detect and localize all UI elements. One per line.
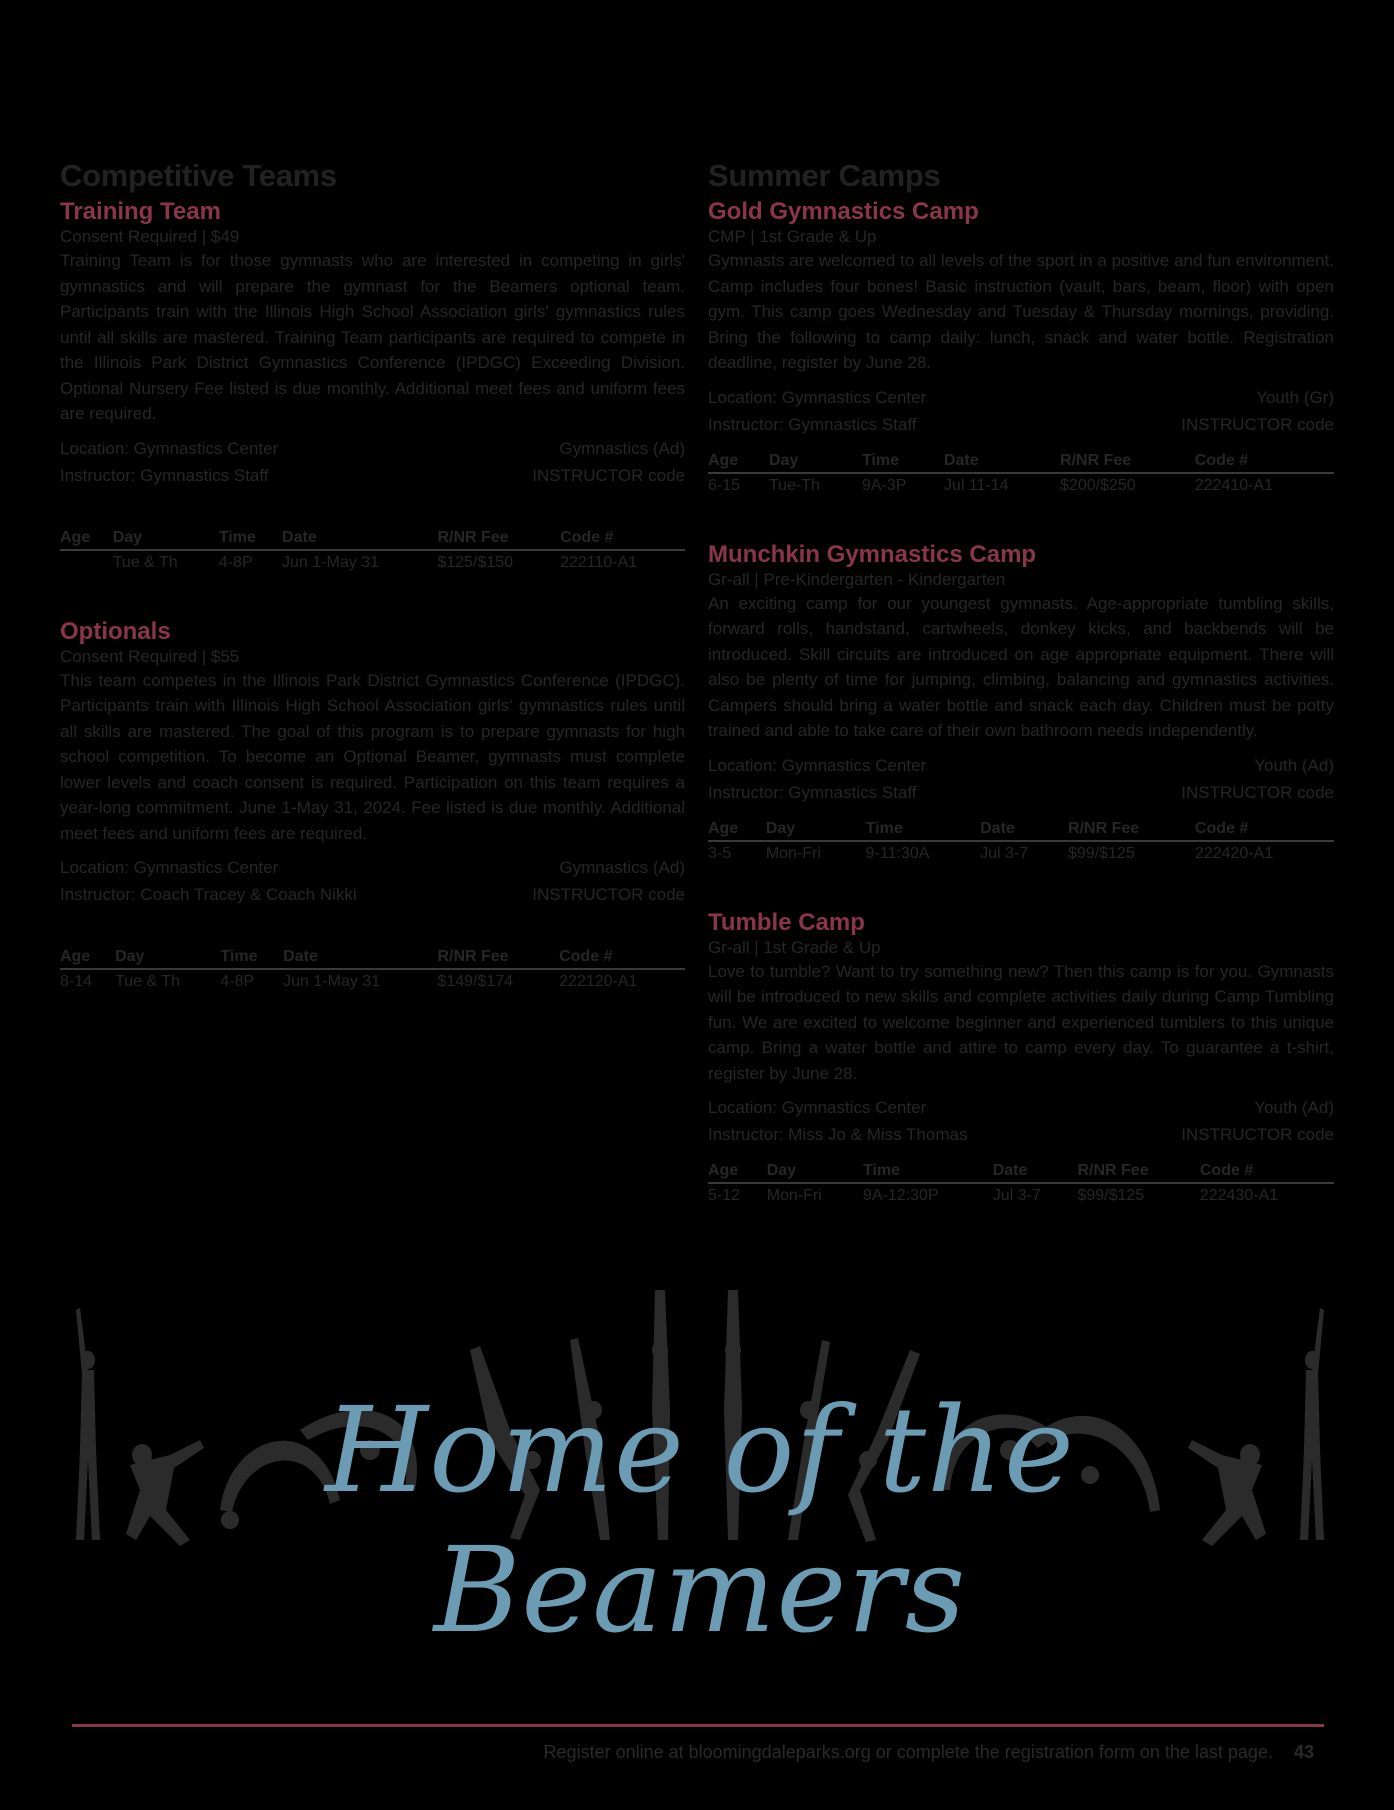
location-block-optionals (60, 854, 685, 908)
col-time: Time (863, 1162, 993, 1183)
instructor-label: Instructor: Coach Tracey & Coach Nikki (60, 885, 357, 904)
location-label: Location: Gymnastics Center (708, 755, 927, 775)
location-age: Gymnastics (Ad) (559, 438, 685, 458)
location-block-tumble (708, 1094, 1334, 1148)
schedule-table-training (60, 529, 685, 572)
cell-fee: $99/$125 (1068, 844, 1135, 862)
cell-code[interactable]: 222110-A1 (560, 553, 638, 571)
location-block-gold (708, 384, 1334, 438)
instructor-label: Instructor: Gymnastics Staff (708, 414, 917, 434)
col-date: Date (980, 820, 1068, 841)
location-label: Location: Gymnastics Center (60, 438, 279, 458)
cell-fee: $99/$125 (1077, 1187, 1145, 1204)
location-label: Location: Gymnastics Center (60, 858, 279, 877)
col-day: Day (767, 1162, 863, 1183)
col-date: Date (993, 1162, 1078, 1183)
col-age: Age (708, 452, 769, 473)
schedule-table-munchkin (708, 820, 1334, 863)
cell-time: 9-11:30A (865, 844, 930, 862)
left-column (60, 158, 685, 991)
location-label: Location: Gymnastics Center (708, 1098, 927, 1117)
location-block-munchkin (708, 752, 1334, 806)
table-row (708, 841, 1334, 863)
cell-age (60, 550, 113, 572)
section-heading-summer: Summer Camps (708, 158, 941, 193)
cell-age: 5-12 (708, 1187, 741, 1204)
program-desc-optionals: This team competes in the Illinois Park District Gymnastics Conference (IPDGC). Participants train with Illinois High School Association girls' gymnastics rules until all skills are mastered. The goal of this program is to prepare gymnasts for high school competition. To become an Optional Beamer, gymnasts must complete lower levels and coach consent is required. Participation on this team requires a year-long commitment. June 1-May 31, 2024. Fee listed is due monthly. Additional meet fees and uniform fees are required. (60, 670, 685, 843)
program-title-optionals: Optionals (60, 617, 171, 645)
col-age: Age (708, 820, 766, 841)
footer-text[interactable]: Register online at bloomingdaleparks.org or complete the registration form on the last page. (543, 1742, 1273, 1762)
program-sub-optionals: Consent Required | $55 (60, 646, 240, 666)
program-sub-tumble: Gr-all | 1st Grade & Up (708, 937, 881, 957)
cell-fee: $149/$174 (437, 973, 514, 990)
program-title-tumble: Tumble Camp (708, 908, 865, 936)
location-age: Youth (Ad) (1254, 755, 1334, 775)
program-sub-gold: CMP | 1st Grade & Up (708, 227, 877, 246)
col-date: Date (283, 948, 437, 969)
cell-fee: $200/$250 (1060, 476, 1136, 494)
col-day: Day (113, 529, 219, 550)
schedule-table-tumble (708, 1162, 1334, 1205)
cell-date: Jul 3-7 (980, 844, 1029, 862)
cell-age: 8-14 (60, 973, 93, 990)
program-desc-tumble: Love to tumble? Want to try something new? Then this camp is for you. Gymnasts will be introduced to new skills and complete activities daily during Camp Tumbling fun. We are excited to welcome beginner and experienced tumblers to this unique camp. Bring a water bottle and attire to camp every day. To guarantee a t-shirt, register by June 28. (708, 961, 1334, 1083)
footer-divider (72, 1724, 1324, 1727)
col-day: Day (115, 948, 220, 969)
cell-day: Tue-Th (768, 476, 820, 494)
table-row (708, 473, 1334, 495)
cell-code[interactable]: 222120-A1 (559, 973, 638, 990)
instructor-label: Instructor: Gymnastics Staff (60, 465, 269, 485)
col-code: Code # (1195, 820, 1334, 841)
location-age: Gymnastics (Ad) (559, 858, 685, 877)
location-label: Location: Gymnastics Center (708, 387, 927, 407)
col-time: Time (866, 820, 980, 841)
col-age: Age (60, 529, 113, 550)
section-heading-competitive: Competitive Teams (60, 158, 337, 193)
instructor-code: INSTRUCTOR code (1181, 1125, 1334, 1144)
col-code: Code # (559, 948, 685, 969)
right-column (708, 158, 1334, 1205)
col-code: Code # (1195, 452, 1334, 473)
cell-age: 6-15 (708, 476, 741, 494)
col-day: Day (769, 452, 862, 473)
program-desc-training: Training Team is for those gymnasts who are interested in competing in girls' gymnastics and will prepare the gymnast for the Beamers optional team. Participants train with the Illinois High School Association girls' gymnastics rules until all skills are mastered. Training Team participants are required to compete in the Illinois Park District Gymnastics Conference (IPDGC) Exceeding Division. Optional Nursery Fee listed is due monthly. Additional meet fees and uniform fees are required. (60, 251, 685, 423)
col-date: Date (944, 452, 1060, 473)
instructor-code: INSTRUCTOR code (1181, 782, 1334, 802)
cell-date: Jul 11-14 (943, 476, 1009, 494)
cell-time: 4-8P (220, 973, 255, 990)
table-row (60, 969, 685, 991)
instructor-code: INSTRUCTOR code (532, 465, 685, 485)
col-age: Age (708, 1162, 767, 1183)
program-desc-gold: Gymnasts are welcomed to all levels of the sport in a positive and fun environment. Camp includes four bones! Basic instruction (vault, bars, beam, floor) with open gym. This camp goes Wednesday and Tuesday & Thursday mornings, providing. Bring the following to camp daily: lunch, snack and water bottle. Registration deadline, register by June 28. (708, 251, 1334, 372)
cell-date: Jul 3-7 (992, 1187, 1041, 1204)
cell-age: 3-5 (708, 844, 732, 862)
col-age: Age (60, 948, 115, 969)
col-fee: R/NR Fee (437, 948, 559, 969)
cell-day: Mon-Fri (766, 1187, 822, 1204)
cell-code[interactable]: 222420-A1 (1194, 844, 1274, 862)
schedule-table-optionals (60, 948, 685, 991)
program-title-munchkin: Munchkin Gymnastics Camp (708, 540, 1037, 568)
cell-day: Tue & Th (112, 553, 178, 571)
instructor-code: INSTRUCTOR code (532, 885, 685, 904)
col-time: Time (219, 529, 282, 550)
location-block-training (60, 435, 685, 489)
col-time: Time (220, 948, 283, 969)
program-title-gold: Gold Gymnastics Camp (708, 198, 979, 225)
program-sub-munchkin: Gr-all | Pre-Kindergarten - Kindergarten (708, 569, 1006, 589)
page-number: 43 (1293, 1742, 1314, 1762)
cell-date: Jun 1-May 31 (282, 553, 379, 571)
cell-code[interactable]: 222410-A1 (1194, 476, 1274, 494)
col-date: Date (282, 529, 437, 550)
schedule-table-gold (708, 452, 1334, 495)
cell-code[interactable]: 222430-A1 (1199, 1187, 1279, 1204)
location-age: Youth (Gr) (1256, 387, 1334, 407)
cell-time: 9A-3P (861, 476, 907, 494)
col-time: Time (862, 452, 944, 473)
col-fee: R/NR Fee (1077, 1162, 1199, 1183)
col-code: Code # (1200, 1162, 1334, 1183)
cell-fee: $125/$150 (437, 553, 514, 571)
location-age: Youth (Ad) (1254, 1098, 1334, 1117)
instructor-label: Instructor: Gymnastics Staff (708, 782, 917, 802)
footer (544, 1742, 1314, 1763)
col-fee: R/NR Fee (1060, 452, 1195, 473)
cell-time: 9A-12:30P (863, 1187, 939, 1204)
program-sub-training: Consent Required | $49 (60, 227, 240, 246)
banner-title: Home of the Beamers (325, 1381, 1075, 1659)
cell-day: Mon-Fri (765, 844, 821, 862)
cell-date: Jun 1-May 31 (283, 973, 381, 990)
table-row (708, 1183, 1334, 1205)
cell-time: 4-8P (218, 553, 253, 571)
col-fee: R/NR Fee (437, 529, 560, 550)
col-fee: R/NR Fee (1068, 820, 1195, 841)
col-code: Code # (560, 529, 685, 550)
program-title-training: Training Team (60, 198, 221, 225)
instructor-label: Instructor: Miss Jo & Miss Thomas (708, 1125, 968, 1144)
table-row (60, 550, 685, 572)
beamers-banner (70, 1290, 1330, 1660)
cell-day: Tue & Th (115, 973, 180, 990)
col-day: Day (766, 820, 866, 841)
instructor-code: INSTRUCTOR code (1181, 414, 1334, 434)
program-desc-munchkin: An exciting camp for our youngest gymnasts. Age-appropriate tumbling skills, forward rolls, handstand, cartwheels, donkey kicks, and backbends will be introduced. Skill circuits are introduced on age appropriate equipment. There will also be plenty of time for jumping, climbing, balancing and gymnastics activities. Campers should bring a water bottle and snack each day. Children must be potty trained and able to take care of their own bathroom needs independently. (708, 593, 1334, 740)
